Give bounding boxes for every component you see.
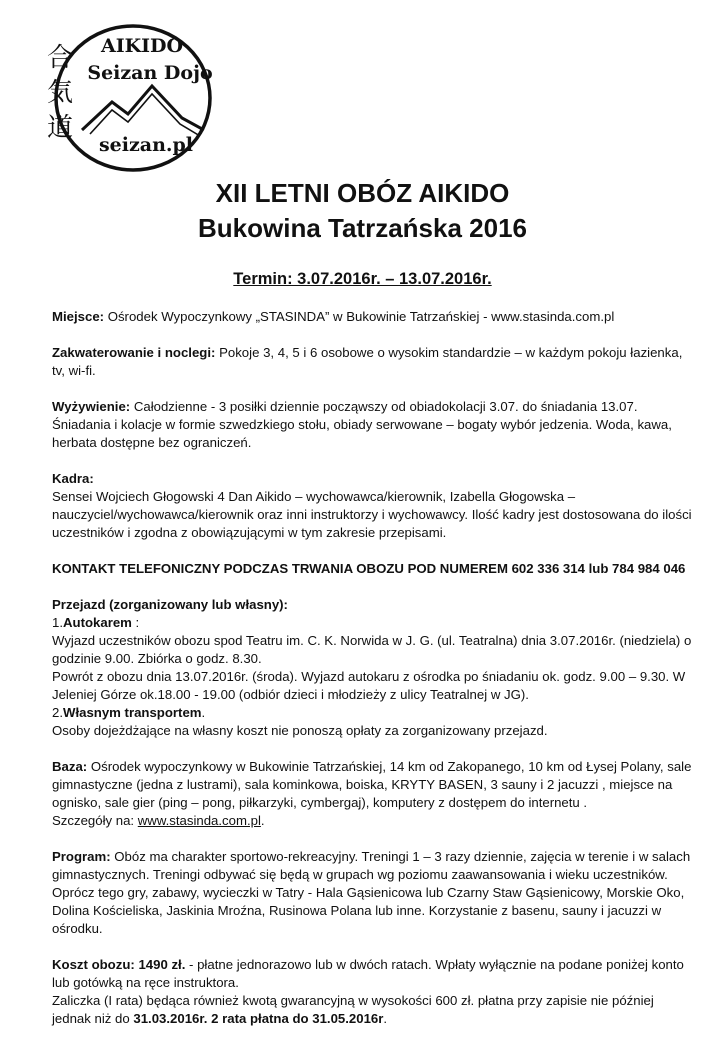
option-2-label: Własnym transportem xyxy=(63,705,202,720)
baza-label: Baza: xyxy=(52,759,88,774)
zakwaterowanie-text: Pokoje 3, 4, 5 i 6 osobowe o wysokim standardzie – w każdym pokoju łazienka, tv, wi-fi. xyxy=(52,345,683,378)
program-label: Program: xyxy=(52,849,111,864)
zaliczka-text: Zaliczka (I rata) będąca również kwotą gwarancyjną w wysokości 600 zł. płatna przy zapisie nie później jednak niż do xyxy=(52,993,654,1026)
section-kadra xyxy=(52,470,692,542)
seizan-dojo-logo xyxy=(42,18,214,178)
section-przejazd xyxy=(52,596,692,740)
document-body xyxy=(52,308,692,1046)
koszt-text: - płatne jednorazowo lub w dwóch ratach. Wpłaty wyłącznie na podane poniżej konto lub gotówką na ręce instruktora. xyxy=(52,957,684,990)
koszt-amount: 1490 zł. xyxy=(134,957,186,972)
zaliczka-line xyxy=(52,992,692,1028)
option-2-suffix: . xyxy=(201,705,206,720)
logo-emblem xyxy=(42,18,214,178)
section-baza xyxy=(52,758,692,830)
przejazd-option-1 xyxy=(52,614,692,632)
section-koszt xyxy=(52,956,692,1028)
option-1-label: Autokarem xyxy=(63,615,132,630)
baza-details xyxy=(52,812,692,830)
przejazd-return: Powrót z obozu dnia 13.07.2016r. (środa). Wyjazd autokaru z ośrodka po śniadaniu ok. godz. 9.00 – 9.30. W Jeleniej Górze ok.18.00 - 19.00 (odbiór dzieci i młodzieży z ulicy Teatralnej w JG). xyxy=(52,669,686,702)
logo-aikido-text: AIKIDO xyxy=(100,35,184,57)
miejsce-label: Miejsce: xyxy=(52,309,105,324)
stasinda-link[interactable]: www.stasinda.com.pl xyxy=(137,813,261,828)
section-program xyxy=(52,848,692,938)
logo-dojo-text: Seizan Dojo xyxy=(87,62,213,84)
kontakt-text: KONTAKT TELEFONICZNY PODCZAS TRWANIA OBOZU POD NUMEREM 602 336 314 lub 784 984 046 xyxy=(52,561,686,576)
page-title: XII LETNI OBÓZ AIKIDO xyxy=(215,178,510,208)
miejsce-text: Ośrodek Wypoczynkowy „STASINDA” w Bukowinie Tatrzańskiej - www.stasinda.com.pl xyxy=(104,309,615,324)
kanji-ki: 気 xyxy=(47,78,74,108)
logo-url-text: seizan.pl xyxy=(98,134,194,156)
page-subtitle: Bukowina Tatrzańska 2016 xyxy=(198,213,527,243)
kadra-text: Sensei Wojciech Głogowski 4 Dan Aikido – wychowawca/kierownik, Izabella Głogowska – nauczyciel/wychowawca/kierownik oraz inni instruktorzy i wychowawcy. Ilość kadry jest dostosowana do ilości uczestników i zgodna z obowiązującymi w tym zakresie przepisami. xyxy=(52,489,692,540)
option-2-number: 2. xyxy=(52,705,63,720)
details-suffix: . xyxy=(260,813,265,828)
zaliczka-end: . xyxy=(383,1011,388,1026)
kanji-do: 道 xyxy=(47,113,74,143)
wyzywienie-label: Wyżywienie: xyxy=(52,399,131,414)
kanji-ai: 合 xyxy=(47,43,74,73)
section-miejsce xyxy=(52,308,692,326)
camp-dates: Termin: 3.07.2016r. – 13.07.2016r. xyxy=(233,270,492,288)
koszt-label: Koszt obozu: xyxy=(52,957,135,972)
zakwaterowanie-label: Zakwaterowanie i noclegi: xyxy=(52,345,216,360)
przejazd-departure: Wyjazd uczestników obozu spod Teatru im. C. K. Norwida w J. G. (ul. Teatralna) dnia 3.07.2016r. (niedziela) o godzinie 9.00. Zbiórka o godz. 8.30. xyxy=(52,633,692,666)
section-wyzywienie xyxy=(52,398,692,452)
section-kontakt xyxy=(52,560,692,578)
przejazd-own-transport: Osoby dojeżdżające na własny koszt nie ponoszą opłaty za zorganizowany przejazd. xyxy=(52,723,548,738)
przejazd-option-2 xyxy=(52,704,692,722)
wyzywienie-text: Całodzienne - 3 posiłki dziennie począwszy od obiadokolacji 3.07. do śniadania 13.07. Śniadania i kolacje w formie szwedzkiego stołu, obiady serwowane – bogaty wybór jedzenia. Woda, kawa, herbata dostępne bez ograniczeń. xyxy=(52,399,672,450)
zaliczka-deadlines: 31.03.2016r. 2 rata płatna do 31.05.2016r xyxy=(133,1011,384,1026)
details-prefix: Szczegóły na: xyxy=(52,813,138,828)
option-1-number: 1. xyxy=(52,615,63,630)
option-1-suffix: : xyxy=(131,615,140,630)
section-zakwaterowanie xyxy=(52,344,692,380)
kadra-label: Kadra: xyxy=(52,471,94,486)
baza-text: Ośrodek wypoczynkowy w Bukowinie Tatrzańskiej, 14 km od Zakopanego, 10 km od Łysej Polany, sale gimnastyczne (jedna z lustrami), sala kominkowa, boiska, KRYTY BASEN, 3 sauny i 2 jacuzzi , miejsce na ognisko, sale gier (ping – pong, piłkarzyki, cymbergaj), komputery z dostępem do internetu . xyxy=(52,759,692,810)
przejazd-label: Przejazd (zorganizowany lub własny): xyxy=(52,597,288,612)
program-text: Obóz ma charakter sportowo-rekreacyjny. Treningi 1 – 3 razy dziennie, zajęcia w terenie i w salach gimnastycznych. Treningi odbywać się będą w grupach wg poziomu zaawansowania i wieku uczestników. Oprócz tego gry, zabawy, wycieczki w Tatry - Hala Gąsienicowa lub Czarny Staw Gąsienicowy, Morskie Oko, Dolina Kościeliska, Jaskinia Mroźna, Rusinowa Polana lub inne. Korzystanie z basenu, sauny i jacuzzi w ośrodku. xyxy=(52,849,691,936)
